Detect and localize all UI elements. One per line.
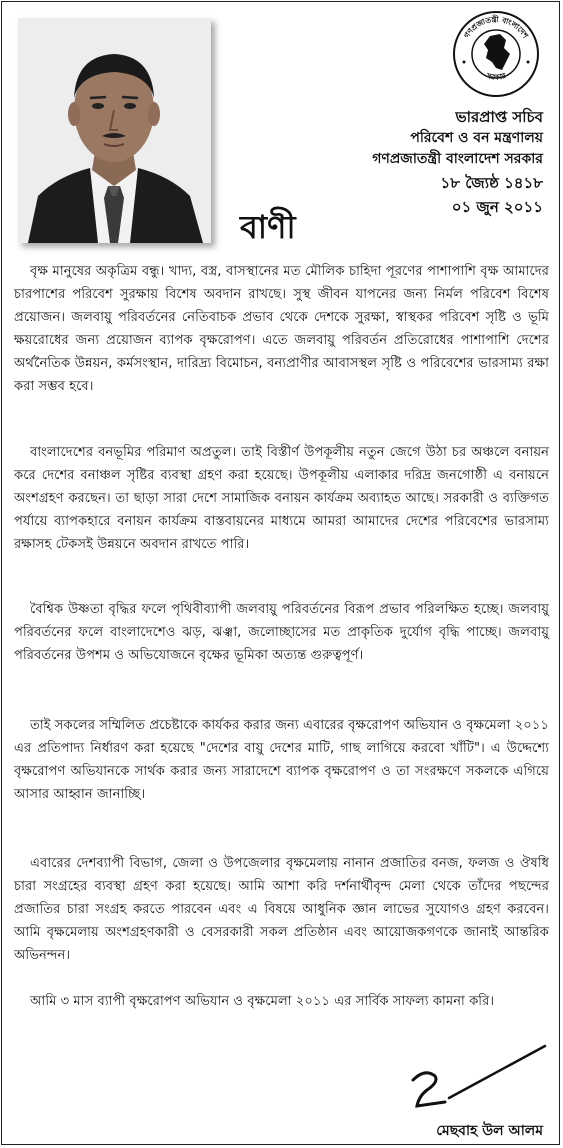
paragraph-text: বৃক্ষ মানুষের অকৃত্রিম বন্ধু। খাদ্য, বস্ত্র, বাসস্থানের মত মৌলিক চাহিদা পূরণের পাশাপাশি বৃক্ষ আমাদের চারপাশের পরিবেশ সুরক্ষায় বিশেষ অবদান রাখছে। সুস্থ জীবন যাপনের জন্য নির্মল পরিবেশ বিশেষ প্রয়োজন। জলবায়ু পরিবর্তনের নেতিবাচক প্রভাব থেকে দেশকে সুরক্ষা, স্বাস্থকর পরিবেশ সৃষ্টি ও ভূমি ক্ষয়রোধের জন্য প্রয়োজন ব্যাপক বৃক্ষরোপণ। এতে জলবায়ু পরিবর্তন প্রতিরোধের পাশাপাশি দেশের অর্থনৈতিক উন্নয়ন, কর্মসংস্থান, দারিদ্র্য বিমোচন, বন্যপ্রাণীর আবাসস্থল সৃষ্টি ও পরিবেশের ভারসাম্য রক্ষা করা সম্ভব হবে। [14,264,549,394]
designation-title: ভারপ্রাপ্ত সচিব [455,108,543,126]
paragraph-text: বৈশ্বিক উষ্ণতা বৃদ্ধির ফলে পৃথিবীব্যাপী জলবায়ু পরিবর্তনের বিরূপ প্রভাব পরিলক্ষিত হচ্ছে। জলবায়ু পরিবর্তনের ফলে বাংলাদেশেও ঝড়, ঝঞ্ঝা, জলোচ্ছাসের মত প্রাকৃতিক দুর্যোগ বৃদ্ধি পাচ্ছে। জলবায়ু পরিবর্তনের উপশম ও অভিযোজনে বৃক্ষের ভূমিকা অত্যন্ত গুরুত্বপূর্ণ। [14,602,549,663]
handwritten-signature [405,1040,555,1120]
paragraph [14,852,549,967]
seal-bottom-text: সরকার [485,71,507,82]
date-gregorian: ০১ জুন ২০১১ [451,198,543,216]
paragraph [14,598,549,667]
paragraph [14,441,549,556]
paragraph [14,714,549,806]
government-seal [452,10,540,98]
paragraph-text: বাংলাদেশের বনভূমির পরিমাণ অপ্রতুল। তাই বিস্তীর্ণ উপকূলীয় নতুন জেগে উঠা চর অঞ্চলে বনায়ন করে দেশের বনাঞ্চল সৃষ্টির ব্যবস্থা গ্রহণ করা হয়েছে। উপকূলীয় এলাকার দরিদ্র জনগোষ্ঠী এ বনায়নে অংশগ্রহণ করছেন। তা ছাড়া সারা দেশে সামাজিক বনায়ন কার্যক্রম অব্যাহত আছে। সরকারী ও ব্যক্তিগত পর্যায়ে ব্যাপকহারে বনায়ন কার্যক্রম বাস্তবায়নের মাধ্যমে আমরা আমাদের দেশের পরিবেশের ভারসাম্য রক্ষাসহ টেকসই উন্নয়নে অবদান রাখতে পারি। [14,445,549,552]
government-name: গণপ্রজাতন্ত্রী বাংলাদেশ সরকার [372,151,543,167]
ministry-name: পরিবেশ ও বন মন্ত্রণালয় [410,130,543,146]
paragraph [14,990,549,1013]
paragraph [14,260,549,398]
date-bangla: ১৮ জ্যৈষ্ঠ ১৪১৮ [440,174,543,192]
paragraph-text: তাই সকলের সম্মিলিত প্রচেষ্টাকে কার্যকর করার জন্য এবারের বৃক্ষরোপণ অভিযান ও বৃক্ষমেলা ২০১১ এর প্রতিপাদ্য নির্ধারণ করা হয়েছে "দেশের বায়ু দেশের মাটি, গাছ লাগিয়ে করবো খাঁটি"। এ উদ্দেশ্যে বৃক্ষরোপণ অভিযানকে সার্থক করার জন্য সারাদেশে ব্যাপক বৃক্ষরোপণ ও তা সংরক্ষণে সকলকে এগিয়ে আসার আহ্বান জানাচ্ছি। [14,718,549,802]
seal-ring-text: গণপ্রজাতন্ত্রী বাংলাদেশ [461,14,531,40]
message-heading: বাণী [240,208,296,246]
svg-text:সরকার [484,71,507,82]
portrait-photo [18,18,211,243]
paragraph-text: এবারের দেশব্যাপী বিভাগ, জেলা ও উপজেলার বৃক্ষমেলায় নানান প্রজাতির বনজ, ফলজ ও ঔষধি চারা সংগ্রহের ব্যবস্থা গ্রহণ করা হয়েছে। আমি আশা করি দর্শনার্থীবৃন্দ মেলা থেকে তাঁদের পছন্দের প্রজাতির চারা সংগ্রহ করতে পারবেন এবং এ বিষয়ে আধুনিক জ্ঞান লাভের সুযোগও গ্রহণ করবেন। আমি বৃক্ষমেলায় অংশগ্রহণকারী ও বেসরকারী সকল প্রতিষ্ঠান এবং আয়োজকগণকে জানাই আন্তরিক অভিনন্দন। [14,856,549,963]
signatory-name: মেছবাহ উল আলম [436,1123,543,1139]
paragraph-text: আমি ৩ মাস ব্যাপী বৃক্ষরোপণ অভিযান ও বৃক্ষমেলা ২০১১ এর সার্বিক সাফল্য কামনা করি। [30,994,495,1009]
